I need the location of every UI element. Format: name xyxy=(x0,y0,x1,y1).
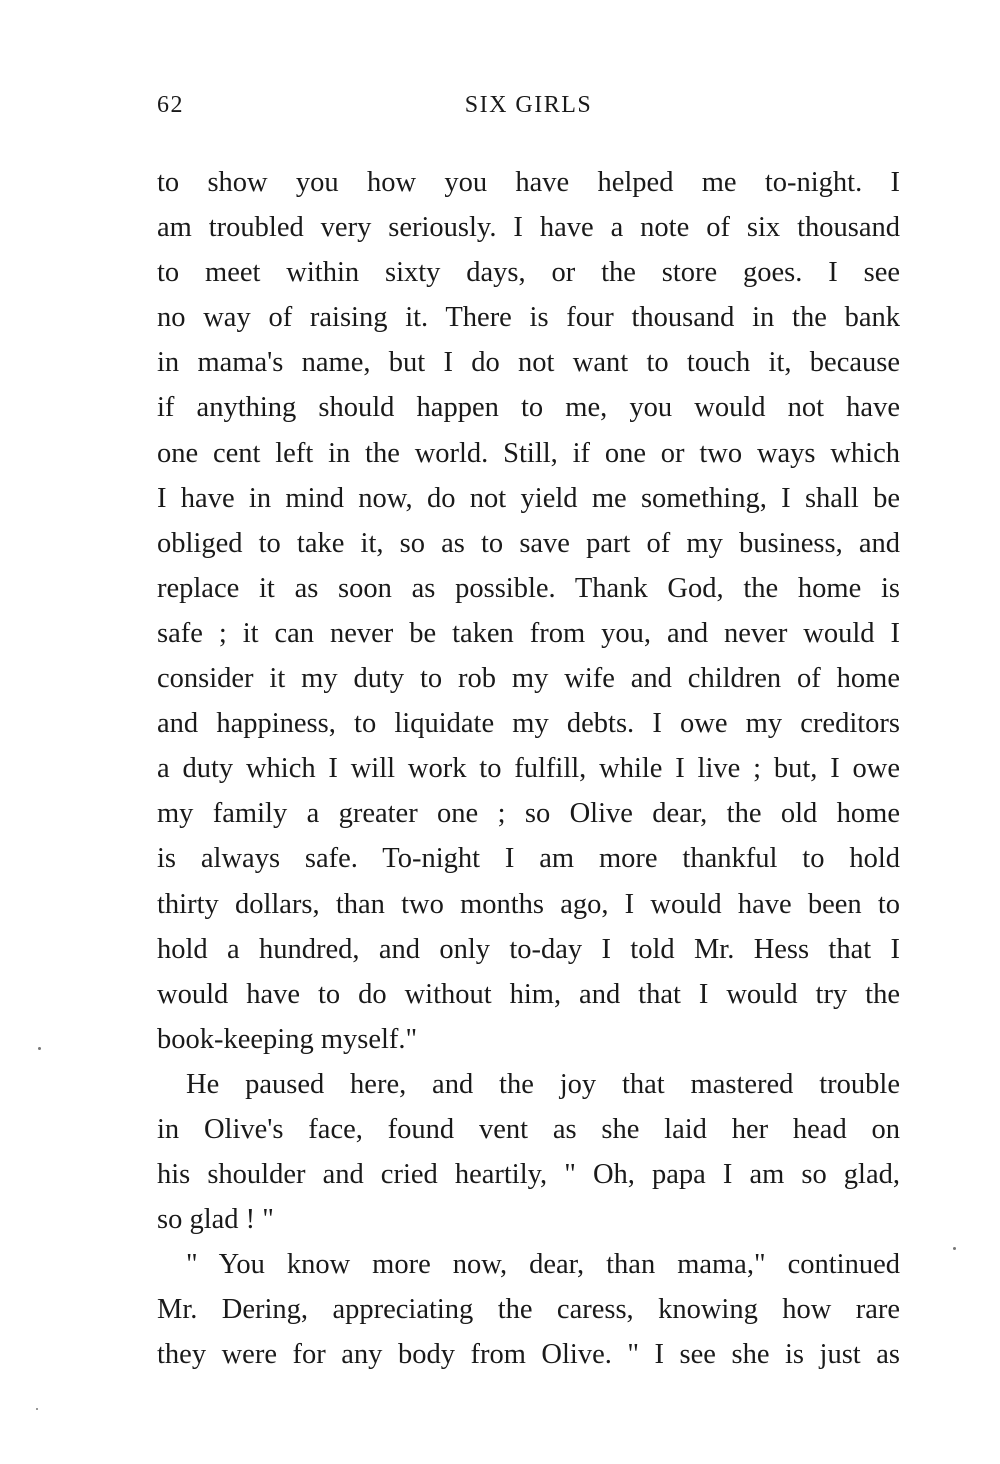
text-line: in mama's name, but I do not want to touch it, because xyxy=(157,347,900,379)
body-text xyxy=(157,160,900,1378)
text-line: " You know more now, dear, than mama," continued xyxy=(186,1249,900,1281)
scan-speck xyxy=(38,1047,41,1050)
text-line: am troubled very seriously. I have a note of six thousand xyxy=(157,212,900,244)
paragraph xyxy=(157,1062,900,1242)
text-line: hold a hundred, and only to-day I told Mr. Hess that I xyxy=(157,933,900,965)
running-title: SIX GIRLS xyxy=(464,92,593,118)
text-line: He paused here, and the joy that mastered trouble xyxy=(186,1068,900,1100)
paragraph xyxy=(157,160,900,1062)
text-line: thirty dollars, than two months ago, I would have been to xyxy=(157,888,900,920)
text-line: and happiness, to liquidate my debts. I owe my creditors xyxy=(157,708,900,740)
text-line: replace it as soon as possible. Thank God, the home is xyxy=(157,572,900,604)
text-line: to show you how you have helped me to-night. I xyxy=(157,167,900,198)
page-header xyxy=(157,92,900,132)
text-line: they were for any body from Olive. " I see she is just as xyxy=(157,1339,900,1371)
text-line: would have to do without him, and that I would try the xyxy=(157,978,900,1010)
paragraph xyxy=(157,1242,900,1377)
text-line: Mr. Dering, appreciating the caress, knowing how rare xyxy=(157,1294,900,1326)
text-line: book-keeping myself." xyxy=(157,1023,418,1055)
text-line: if anything should happen to me, you would not have xyxy=(157,392,900,424)
text-line: obliged to take it, so as to save part of my business, and xyxy=(157,527,900,559)
text-line: is always safe. To-night I am more thankful to hold xyxy=(157,843,900,875)
text-line: one cent left in the world. Still, if one or two ways which xyxy=(157,437,900,469)
page-number: 62 xyxy=(157,92,184,118)
text-line: in Olive's face, found vent as she laid her head on xyxy=(157,1113,900,1145)
text-line: consider it my duty to rob my wife and children of home xyxy=(157,663,900,695)
text-line: to meet within sixty days, or the store goes. I see xyxy=(157,257,900,289)
text-line: my family a greater one ; so Olive dear, the old home xyxy=(157,798,900,830)
text-line: his shoulder and cried heartily, " Oh, papa I am so glad, xyxy=(157,1159,900,1191)
text-line: a duty which I will work to fulfill, while I live ; but, I owe xyxy=(157,753,900,785)
text-line: so glad ! " xyxy=(157,1204,274,1236)
scan-speck xyxy=(36,1408,38,1410)
text-line: safe ; it can never be taken from you, and never would I xyxy=(157,617,900,649)
text-line: no way of raising it. There is four thousand in the bank xyxy=(157,302,900,334)
text-line: I have in mind now, do not yield me something, I shall be xyxy=(157,482,900,514)
scan-speck xyxy=(953,1247,956,1250)
